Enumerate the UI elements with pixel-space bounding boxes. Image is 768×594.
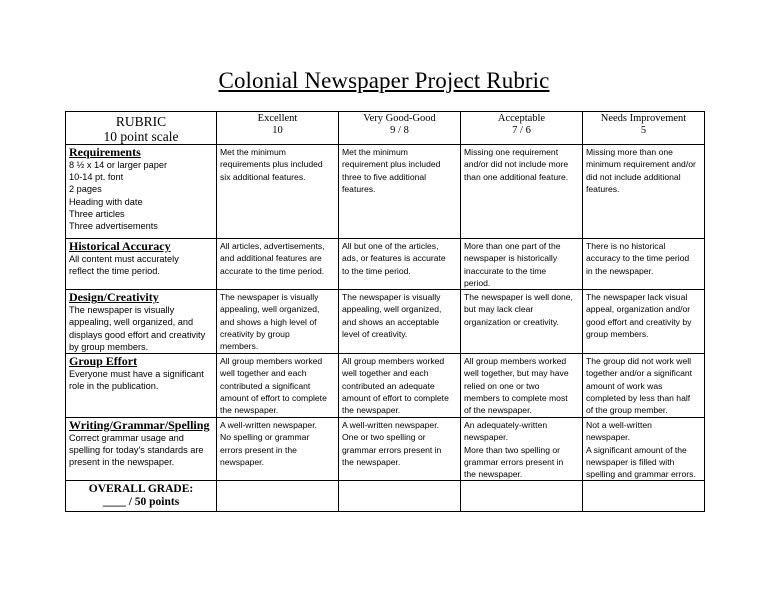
criterion-title: Requirements — [69, 145, 141, 159]
criterion-cell — [66, 290, 217, 354]
score-descriptor-cell — [339, 290, 461, 354]
criterion-title: Writing/Grammar/Spelling — [69, 418, 210, 432]
descriptor-line: Met the minimum — [220, 147, 286, 157]
descriptor-line: errors present in the — [220, 444, 297, 455]
score-descriptor-cell — [217, 290, 339, 354]
descriptor-line: and additional features are — [220, 253, 322, 264]
criterion-detail: 8 ½ x 14 or larger paper — [69, 160, 168, 170]
descriptor-line: More than one part of the — [464, 241, 561, 251]
criterion-detail: present in the newspaper. — [69, 457, 175, 468]
descriptor-line: requirement plus included — [342, 159, 441, 170]
descriptor-line: features. — [342, 183, 376, 194]
criterion-detail: 10-14 pt. font — [69, 172, 124, 183]
descriptor-line: together and/or a significant — [586, 368, 693, 379]
rubric-table — [65, 111, 705, 512]
descriptor-line: There is no historical — [586, 241, 666, 251]
level-header-needs-improvement — [583, 112, 705, 145]
descriptor-line: contributed an adequate — [342, 380, 435, 391]
criterion-row — [66, 145, 705, 239]
score-descriptor-cell — [583, 239, 705, 290]
descriptor-line: newspaper. — [464, 432, 508, 443]
descriptor-line: members. — [220, 341, 259, 352]
overall-grade-empty-cell — [339, 481, 461, 512]
score-descriptor-cell — [583, 290, 705, 354]
descriptor-line: the newspaper. — [342, 405, 401, 416]
descriptor-line: members to complete most — [464, 392, 568, 403]
criterion-detail: reflect the time period. — [69, 266, 160, 277]
criterion-detail: appealing, well organized, and — [69, 317, 194, 328]
overall-grade-empty-cell — [583, 481, 705, 512]
level-name: Needs Improvement — [600, 113, 687, 124]
level-points: 5 — [640, 125, 647, 136]
score-descriptor-cell — [217, 418, 339, 481]
descriptor-line: but may lack clear — [464, 304, 534, 315]
descriptor-line: The newspaper is visually — [220, 292, 319, 303]
descriptor-line: All group members worked — [342, 356, 445, 366]
descriptor-line: Missing one requirement — [464, 147, 559, 157]
descriptor-line: the newspaper. — [220, 405, 279, 416]
descriptor-line: The newspaper is well done, — [464, 292, 573, 303]
criterion-row — [66, 418, 705, 481]
descriptor-line: completed by less than half — [586, 392, 691, 403]
descriptor-line: to the time period. — [342, 265, 411, 276]
descriptor-line: A well-written newspaper. — [220, 420, 317, 430]
criterion-detail: 2 pages — [69, 184, 102, 195]
criterion-detail: Heading with date — [69, 196, 143, 207]
score-descriptor-cell — [339, 239, 461, 290]
descriptor-line: creativity by group — [220, 329, 290, 340]
criterion-title: Group Effort — [69, 354, 138, 368]
score-descriptor-cell — [461, 145, 583, 239]
descriptor-line: No spelling or grammar — [220, 432, 310, 443]
score-descriptor-cell — [461, 354, 583, 418]
descriptor-line: well together, but may have — [464, 368, 569, 379]
descriptor-line: inaccurate to the time — [464, 265, 547, 276]
criterion-detail: spelling for today's standards are — [69, 445, 204, 456]
rubric-label: RUBRIC — [115, 114, 167, 129]
descriptor-line: organization or creativity. — [464, 316, 559, 327]
criterion-cell — [66, 354, 217, 418]
descriptor-line: Missing more than one — [586, 147, 673, 157]
descriptor-line: ads, or features is accurate — [342, 253, 446, 264]
score-descriptor-cell — [583, 418, 705, 481]
descriptor-line: and shows a high level of — [220, 316, 317, 327]
criterion-detail: Everyone must have a significant — [69, 369, 204, 379]
descriptor-line: accurate to the time period. — [220, 265, 325, 276]
criterion-row — [66, 239, 705, 290]
score-descriptor-cell — [339, 145, 461, 239]
descriptor-line: A well-written newspaper. — [342, 420, 439, 430]
criterion-detail: by group members. — [69, 341, 149, 352]
descriptor-line: newspaper. — [220, 456, 264, 467]
score-descriptor-cell — [217, 354, 339, 418]
descriptor-line: The newspaper lack visual — [586, 292, 688, 303]
level-header-excellent — [217, 112, 339, 145]
criterion-row — [66, 290, 705, 354]
score-descriptor-cell — [583, 145, 705, 239]
criterion-detail: Correct grammar usage and — [69, 433, 184, 443]
descriptor-line: The newspaper is visually — [342, 292, 441, 303]
descriptor-line: An adequately-written — [464, 420, 548, 430]
descriptor-line: All articles, advertisements, — [220, 241, 325, 251]
descriptor-line: spelling and grammar errors. — [586, 469, 696, 480]
criterion-cell — [66, 239, 217, 290]
level-name: Acceptable — [497, 113, 546, 124]
level-points: 10 — [272, 125, 283, 136]
descriptor-line: period. — [464, 277, 491, 288]
criterion-row — [66, 354, 705, 418]
criterion-detail: role in the publication. — [69, 381, 159, 392]
criterion-cell — [66, 418, 217, 481]
overall-grade-cell — [66, 481, 217, 512]
overall-grade-empty-cell — [461, 481, 583, 512]
criterion-detail: All content must accurately — [69, 254, 179, 264]
criterion-title: Historical Accuracy — [69, 239, 171, 253]
score-descriptor-cell — [461, 290, 583, 354]
descriptor-line: and shows an acceptable — [342, 316, 439, 327]
overall-grade-empty-cell — [217, 481, 339, 512]
descriptor-line: features. — [586, 183, 620, 194]
header-row — [66, 112, 705, 145]
descriptor-line: newspaper is filled with — [586, 456, 675, 467]
descriptor-line: Met the minimum — [342, 147, 408, 157]
rubric-scale-header — [66, 112, 217, 145]
descriptor-line: well together and each — [342, 368, 429, 379]
descriptor-line: six additional features. — [220, 171, 306, 182]
descriptor-line: did not include additional — [586, 171, 681, 182]
descriptor-line: group members. — [586, 329, 649, 340]
level-header-acceptable — [461, 112, 583, 145]
score-descriptor-cell — [583, 354, 705, 418]
descriptor-line: A significant amount of the — [586, 444, 687, 455]
descriptor-line: appeal, organization and/or — [586, 304, 691, 315]
descriptor-line: contributed a significant — [220, 380, 311, 391]
descriptor-line: of the group member. — [586, 405, 668, 416]
criterion-title: Design/Creativity — [69, 290, 159, 305]
descriptor-line: relied on one or two — [464, 380, 540, 391]
descriptor-line: minimum requirement and/or — [586, 159, 696, 170]
descriptor-line: The group did not work well — [586, 356, 692, 366]
descriptor-line: good effort and creativity by — [586, 316, 692, 327]
score-descriptor-cell — [339, 418, 461, 481]
descriptor-line: All group members worked — [464, 356, 567, 366]
level-name: Excellent — [257, 113, 298, 124]
descriptor-line: grammar errors present in — [342, 444, 442, 455]
criterion-detail: Three advertisements — [69, 221, 158, 232]
descriptor-line: than one additional feature. — [464, 171, 569, 182]
criterion-detail: Three articles — [69, 208, 125, 219]
criterion-detail: The newspaper is visually — [69, 305, 175, 316]
overall-grade-label: OVERALL GRADE: — [88, 483, 194, 496]
descriptor-line: One or two spelling or — [342, 432, 426, 443]
descriptor-line: in the newspaper. — [586, 265, 654, 276]
criterion-cell — [66, 145, 217, 239]
level-name: Very Good-Good — [363, 113, 436, 124]
level-points: 9 / 8 — [390, 125, 409, 136]
descriptor-line: All group members worked — [220, 356, 323, 366]
descriptor-line: three to five additional — [342, 171, 427, 182]
descriptor-line: the newspaper. — [464, 469, 523, 480]
score-descriptor-cell — [217, 239, 339, 290]
level-header-very-good — [339, 112, 461, 145]
descriptor-line: amount of effort to complete — [220, 392, 327, 403]
score-descriptor-cell — [339, 354, 461, 418]
score-descriptor-cell — [217, 145, 339, 239]
descriptor-line: amount of effort to complete — [342, 392, 449, 403]
descriptor-line: newspaper is historically — [464, 253, 558, 264]
descriptor-line: Not a well-written — [586, 420, 652, 430]
descriptor-line: the newspaper. — [342, 456, 401, 467]
overall-grade-row — [66, 481, 705, 512]
criterion-detail: displays good effort and creativity — [69, 329, 206, 340]
descriptor-line: and/or did not include more — [464, 159, 569, 170]
descriptor-line: of the newspaper. — [464, 405, 532, 416]
descriptor-line: All but one of the articles, — [342, 241, 439, 251]
descriptor-line: grammar errors present in — [464, 456, 564, 467]
descriptor-line: level of creativity. — [342, 329, 408, 340]
descriptor-line: well together and each — [220, 368, 307, 379]
descriptor-line: newspaper. — [586, 432, 630, 443]
score-descriptor-cell — [461, 418, 583, 481]
scale-label: 10 point scale — [103, 129, 179, 144]
descriptor-line: requirements plus included — [220, 159, 323, 170]
descriptor-line: accuracy to the time period — [586, 253, 690, 264]
descriptor-line: appealing, well organized, — [220, 304, 320, 315]
descriptor-line: amount of work was — [586, 380, 663, 391]
level-points: 7 / 6 — [512, 125, 531, 136]
overall-grade-points: ____ / 50 points — [102, 496, 180, 509]
page-title: Colonial Newspaper Project Rubric — [218, 68, 550, 93]
descriptor-line: appealing, well organized, — [342, 304, 442, 315]
descriptor-line: More than two spelling or — [464, 444, 561, 455]
score-descriptor-cell — [461, 239, 583, 290]
